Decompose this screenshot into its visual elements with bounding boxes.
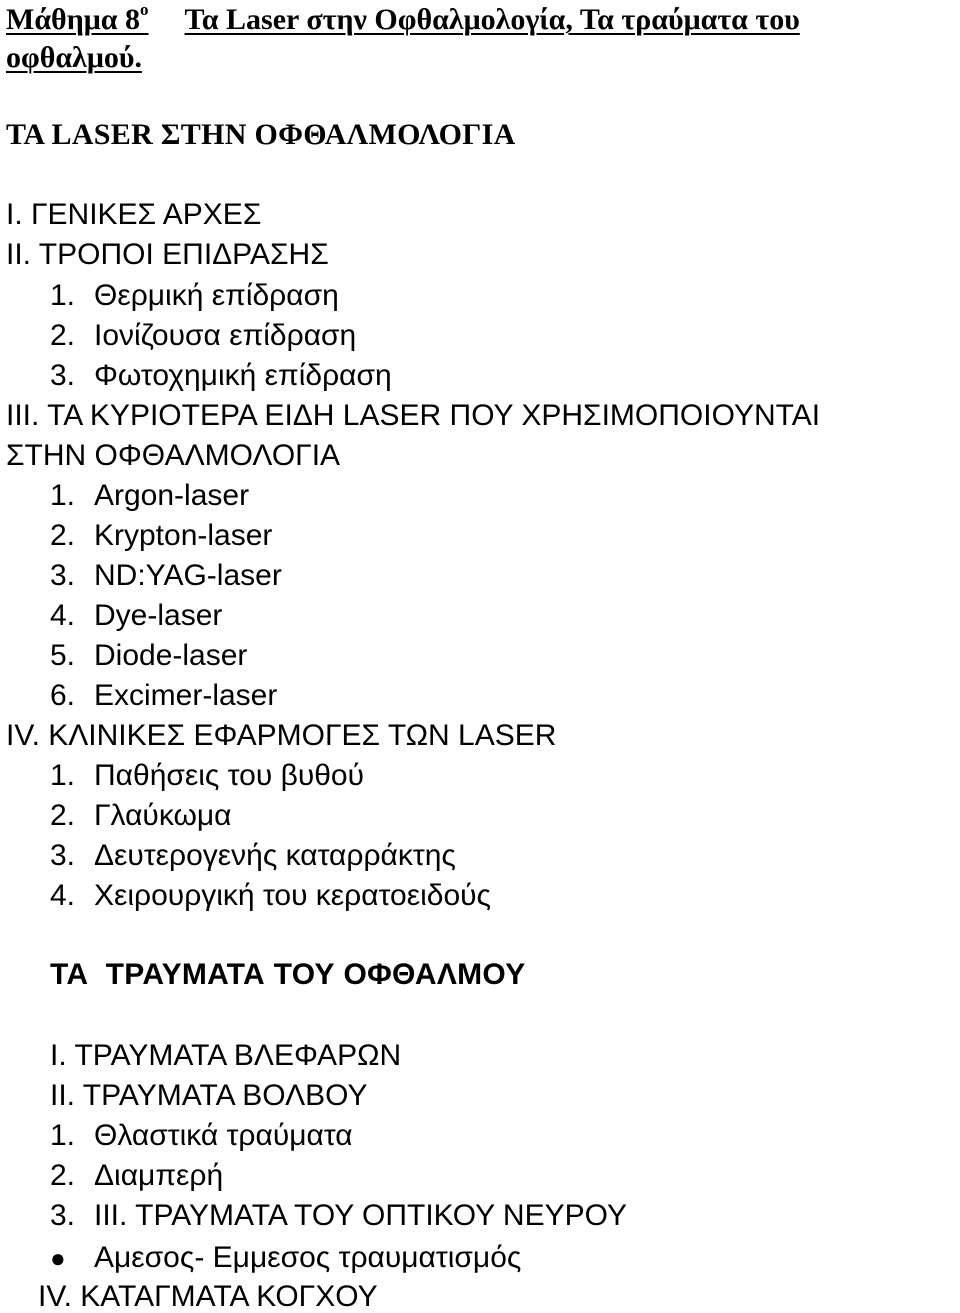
item-number: 2.: [50, 519, 76, 552]
outline-line: ΙΙΙ. ΤΑ ΚΥΡΙΟΤΕΡΑ ΕΙΔΗ LASER ΠΟΥ ΧΡΗΣΙΜΟΠΟΙΟΥΝΤΑΙ: [6, 399, 821, 432]
item-text: ΙΙΙ. ΤΡΑΥΜΑΤΑ ΤΟΥ ΟΠΤΙΚΟΥ ΝΕΥΡΟΥ: [94, 1199, 627, 1232]
outline-item: [50, 1243, 521, 1273]
outline-item: [50, 681, 277, 711]
outline-item: [50, 881, 491, 911]
item-number: 1.: [50, 759, 76, 792]
item-text: Diode-laser: [94, 639, 248, 672]
outline-item: [50, 1201, 627, 1231]
outline-item: [50, 801, 232, 831]
outline-item: [50, 361, 392, 391]
item-number: 6.: [50, 679, 76, 712]
section-heading-laser: ΤΑ LASER ΣΤΗΝ ΟΦΘΑΛΜΟΛΟΓΙΑ: [6, 118, 516, 151]
bullet-icon: ●: [50, 1243, 66, 1273]
section-heading-trauma: ΤΑ ΤΡΑΥΜΑΤΑ ΤΟΥ ΟΦΘΑΛΜΟΥ: [50, 958, 526, 991]
item-number: 1.: [50, 279, 76, 312]
item-number: 1.: [50, 479, 76, 512]
item-number: 3.: [50, 359, 76, 392]
item-text: Ιονίζουσα επίδραση: [94, 319, 357, 352]
lesson-title-line-1: [6, 0, 800, 36]
outline-item: [50, 481, 249, 511]
item-number: 1.: [50, 1119, 76, 1152]
outline-item: [50, 1161, 223, 1191]
outline-line: Ι. ΓΕΝΙΚΕΣ ΑΡΧΕΣ: [6, 198, 262, 231]
outline-item: [50, 601, 222, 631]
item-number: 2.: [50, 799, 76, 832]
outline-line: Ι. ΤΡΑΥΜΑΤΑ ΒΛΕΦΑΡΩΝ: [50, 1039, 402, 1072]
item-text: Argon-laser: [94, 479, 250, 512]
item-text: Φωτοχημική επίδραση: [94, 359, 392, 392]
outline-line: IV. ΚΑΤΑΓΜΑΤΑ ΚΟΓΧΟΥ: [38, 1280, 378, 1313]
item-text: Παθήσεις του βυθού: [94, 759, 365, 792]
outline-line: IV. ΚΛΙΝΙΚΕΣ ΕΦΑΡΜΟΓΕΣ ΤΩΝ LASER: [6, 719, 557, 752]
lesson-title-line-2: οφθαλμού.: [6, 41, 142, 74]
item-number: 2.: [50, 1159, 76, 1192]
lesson-number: Μάθημα 8: [6, 3, 141, 36]
item-number: 2.: [50, 319, 76, 352]
lesson-title-text: Τα Laser στην Οφθαλμολογία, Τα τραύματα του: [184, 3, 800, 36]
item-number: 3.: [50, 1199, 76, 1232]
item-text: Θλαστικά τραύματα: [94, 1119, 353, 1152]
item-text: Dye-laser: [94, 599, 223, 632]
outline-item: [50, 281, 339, 311]
outline-item: [50, 561, 282, 591]
outline-line: ΣΤΗΝ ΟΦΘΑΛΜΟΛΟΓΙΑ: [6, 439, 341, 472]
item-number: 3.: [50, 559, 76, 592]
item-text: ND:YAG-laser: [94, 559, 282, 592]
outline-item: [50, 841, 456, 871]
outline-item: [50, 761, 364, 791]
item-text: Γλαύκωμα: [94, 799, 232, 832]
item-text: Χειρουργική του κερατοειδούς: [94, 879, 491, 912]
item-text: Krypton-laser: [94, 519, 273, 552]
outline-line: ΙΙ. ΤΡΑΥΜΑΤΑ ΒΟΛΒΟΥ: [50, 1079, 368, 1112]
outline-item: [50, 321, 356, 351]
item-number: 3.: [50, 839, 76, 872]
item-number: 5.: [50, 639, 76, 672]
item-number: 4.: [50, 879, 76, 912]
item-text: Δευτερογενής καταρράκτης: [94, 839, 456, 872]
outline-item: [50, 1121, 353, 1151]
outline-item: [50, 521, 272, 551]
item-text: Θερμική επίδραση: [94, 279, 339, 312]
item-text: Excimer-laser: [94, 679, 278, 712]
lesson-number-superscript: ο: [140, 0, 149, 19]
outline-line: ΙΙ. ΤΡΟΠΟΙ ΕΠΙΔΡΑΣΗΣ: [6, 238, 329, 271]
item-text: Αμεσος- Εμμεσος τραυματισμός: [94, 1241, 522, 1274]
outline-item: [50, 641, 247, 671]
item-number: 4.: [50, 599, 76, 632]
item-text: Διαμπερή: [94, 1159, 224, 1192]
